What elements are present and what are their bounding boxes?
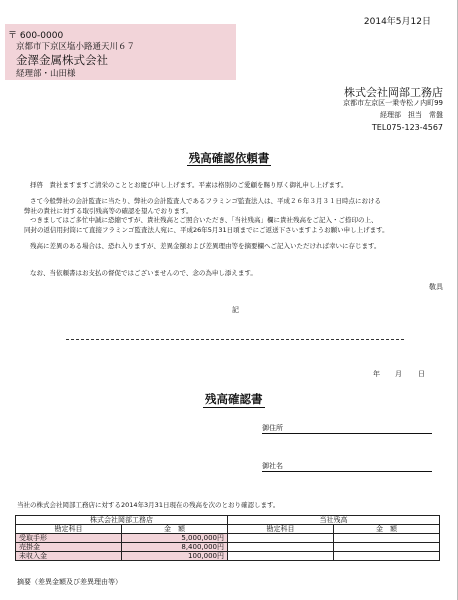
- recipient-contact: 経理部・山田様: [16, 69, 76, 79]
- company-field-label: 御社名: [262, 462, 283, 470]
- recipient-zip: 〒 600-0000: [8, 31, 64, 41]
- balance-table: [15, 515, 440, 561]
- company-field-line: [262, 471, 432, 472]
- row-amount-blank[interactable]: [334, 552, 440, 561]
- row-subject-blank[interactable]: [228, 534, 334, 543]
- table-row: [16, 543, 440, 552]
- table-right-title: 当社残高: [228, 516, 440, 525]
- table-row: [16, 552, 440, 561]
- body-paragraph: 残高に差異のある場合は、恐れ入りますが、差異金額および差異理由等を摘要欄へご記入いただければ幸いに存じます。: [30, 242, 381, 250]
- row-subject: 未収入金: [16, 552, 122, 561]
- body-paragraph: つきましてはご多忙中誠に恐縮ですが、貴社残高とご照合いただき、「当社残高」欄に貴社残高をご記入・ご捺印の上、: [30, 216, 378, 224]
- row-amount-blank[interactable]: [334, 534, 440, 543]
- body-paragraph: さて今般弊社の会計監査に当たり、弊社の会計監査人であるフラミンゴ監査法人は、平成２６年３月３１日時点における: [30, 197, 381, 205]
- address-field-line: [262, 433, 432, 434]
- response-year-label: 年: [373, 370, 380, 378]
- confirmation-intro: 当社の株式会社岡部工務店に対する2014年3月31日現在の残高を次のとおり確認します。: [17, 501, 280, 509]
- table-column-row: [16, 525, 440, 534]
- request-title-row: [0, 150, 458, 166]
- body-paragraph: 拝啓 貴社ますますご清栄のこととお慶び申し上げます。平素は格別のご愛顧を賜り厚く御礼申し上げます。: [30, 181, 348, 189]
- address-field-label: 御住所: [262, 424, 283, 432]
- recipient-address: 京都市下京区塩小路通天川６７: [16, 42, 136, 52]
- row-subject: 受取手形: [16, 534, 122, 543]
- recipient-company: 金澤金属株式会社: [16, 53, 108, 67]
- table-header-row: [16, 516, 440, 525]
- response-day-label: 日: [418, 370, 425, 378]
- cut-line: [66, 339, 404, 340]
- col-subject-left: 勘定科目: [16, 525, 122, 534]
- sender-company: 株式会社岡部工務店: [344, 86, 443, 99]
- table-row: [16, 534, 440, 543]
- sender-staff: 経理部 担当 常盤: [380, 111, 443, 119]
- body-paragraph: なお、当依頼書はお支払の督促ではございませんので、念の為申し添えます。: [30, 269, 257, 277]
- col-subject-right: 勘定科目: [228, 525, 334, 534]
- confirmation-title: 残高確認書: [205, 392, 263, 406]
- row-amount: 8,400,000円: [122, 543, 228, 552]
- request-title: 残高確認依頼書: [188, 151, 270, 165]
- col-amount-left: 金 額: [122, 525, 228, 534]
- row-amount: 5,000,000円: [122, 534, 228, 543]
- body-paragraph: 弊社の貴社に対する取引残高等の確認を望んでおります。: [24, 207, 193, 215]
- table-left-title: 株式会社岡部工務店: [16, 516, 228, 525]
- row-subject: 売掛金: [16, 543, 122, 552]
- sender-tel: TEL075-123-4567: [371, 123, 443, 132]
- row-subject-blank[interactable]: [228, 543, 334, 552]
- body-paragraph: 同封の返信用封筒にて直接フラミンゴ監査法人宛に、平成26年5月31日頃までにご返送下さいますようお願い申し上げます。: [24, 226, 389, 234]
- row-subject-blank[interactable]: [228, 552, 334, 561]
- response-month-label: 月: [395, 370, 402, 378]
- closing-keigu: 敬具: [429, 283, 443, 291]
- ki-mark: 記: [232, 306, 239, 314]
- issue-date: 2014年5月12日: [363, 17, 431, 27]
- memo-label: 摘要（差異金額及び差異理由等）: [17, 578, 122, 586]
- row-amount: 100,000円: [122, 552, 228, 561]
- row-amount-blank[interactable]: [334, 543, 440, 552]
- col-amount-right: 金 額: [334, 525, 440, 534]
- sender-address: 京都市左京区一乗寺松ノ内町99: [343, 99, 443, 107]
